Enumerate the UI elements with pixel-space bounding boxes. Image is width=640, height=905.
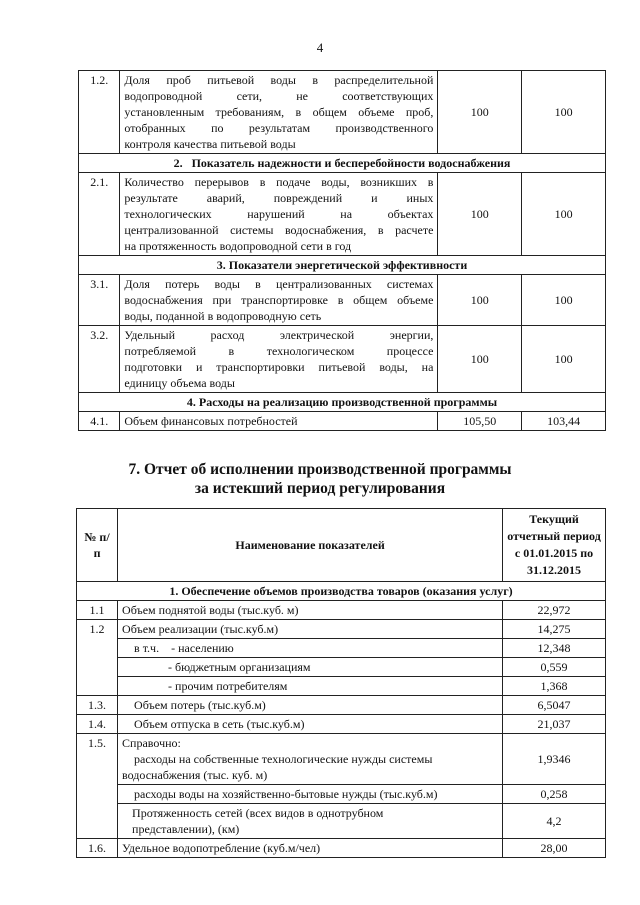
row-line: Доля потерь воды в централизованных системах: [124, 277, 434, 291]
row-line: водопроводной сети, не соответствующих: [124, 89, 434, 103]
row-value: 100: [522, 275, 606, 326]
row-value: 100: [438, 275, 522, 326]
table-row: [77, 696, 606, 715]
row-line: установленным требованиям, в общем объеме проб,: [124, 105, 434, 119]
row-text: - прочим потребителям: [118, 677, 503, 696]
table-row: [77, 785, 606, 804]
row-line: подготовки и транспортировки питьевой воды, на: [124, 360, 434, 374]
row-num: 1.2.: [79, 71, 120, 154]
row-line: Объем финансовых потребностей: [124, 414, 298, 428]
section-row: [79, 393, 606, 412]
row-value: 105,50: [438, 412, 522, 431]
header-num: № п/п: [77, 509, 118, 582]
section-title: 4. Расходы на реализацию производственной программы: [79, 393, 606, 412]
row-line: Протяженность сетей (всех видов в однотрубном: [132, 806, 384, 820]
row-num: 2.1.: [79, 173, 120, 256]
row-num: 1.3.: [77, 696, 118, 715]
row-text: [120, 326, 438, 393]
row-value: 21,037: [503, 715, 606, 734]
row-line: на протяженность водопроводной сети в год: [124, 239, 352, 253]
indicators-table: [78, 70, 606, 431]
header-period-line: с 01.01.2015 по: [514, 546, 594, 560]
row-text: [120, 173, 438, 256]
row-line: единицу объема воды: [124, 376, 235, 390]
row-line: отобранных по результатам производственного: [124, 121, 434, 135]
row-num: 1.4.: [77, 715, 118, 734]
row-text: [120, 275, 438, 326]
row-text: [120, 71, 438, 154]
row-num: 1.5.: [77, 734, 118, 839]
row-text: Удельное водопотребление (куб.м/чел): [118, 839, 503, 858]
row-line: воды, поданной в водопроводную сеть: [124, 309, 322, 323]
table-header-row: [77, 509, 606, 582]
section7-title-line2: за истекший период регулирования: [194, 480, 446, 497]
row-label: Справочно:: [122, 736, 181, 750]
section-row: [79, 256, 606, 275]
row-num: 3.2.: [79, 326, 120, 393]
row-line: водоснабжения при транспортировке в общем объеме: [124, 293, 434, 307]
row-line: Количество перерывов в подаче воды, возникших в: [124, 175, 434, 189]
row-line: Удельный расход электрической энергии,: [124, 328, 434, 342]
row-num: 1.2: [77, 620, 118, 696]
table-row: [77, 620, 606, 639]
section-title: 2. Показатель надежности и бесперебойности водоснабжения: [79, 154, 606, 173]
table-row: [79, 173, 606, 256]
row-line: контроля качества питьевой воды: [124, 137, 296, 151]
row-value: 1,368: [503, 677, 606, 696]
page-number: 4: [316, 40, 324, 55]
row-value: 28,00: [503, 839, 606, 858]
row-line: представлении), (км): [132, 822, 240, 836]
table-row: [77, 658, 606, 677]
row-text: [120, 412, 438, 431]
row-value: 100: [438, 71, 522, 154]
row-text: [118, 804, 503, 839]
table-row: [79, 71, 606, 154]
row-line: расходы на собственные технологические нужды системы: [134, 752, 433, 766]
report-table: [76, 508, 606, 858]
row-num: 1.6.: [77, 839, 118, 858]
header-period-line: 31.12.2015: [527, 563, 582, 577]
table-row: [77, 734, 606, 785]
header-name: Наименование показателей: [118, 509, 503, 582]
row-text: Объем поднятой воды (тыс.куб. м): [118, 601, 503, 620]
header-period-line: Текущий: [529, 512, 579, 526]
row-text: расходы воды на хозяйственно-бытовые нужды (тыс.куб.м): [118, 785, 503, 804]
row-value: 6,5047: [503, 696, 606, 715]
row-num: 3.1.: [79, 275, 120, 326]
header-period-line: отчетный период: [507, 529, 601, 543]
row-num: 1.1: [77, 601, 118, 620]
row-text: [118, 734, 503, 785]
row-line: технологических нарушений на объектах: [124, 207, 434, 221]
table-row: [77, 839, 606, 858]
table-row: [77, 804, 606, 839]
row-value: 0,258: [503, 785, 606, 804]
section-title: 1. Обеспечение объемов производства товаров (оказания услуг): [77, 582, 606, 601]
row-value: 14,275: [503, 620, 606, 639]
row-line: централизованной системы водоснабжения, в расчете: [124, 223, 434, 237]
table-row: [79, 412, 606, 431]
section-title: 3. Показатели энергетической эффективности: [79, 256, 606, 275]
row-line: водоснабжения (тыс. куб. м): [122, 768, 268, 782]
header-period: [503, 509, 606, 582]
row-value: 100: [522, 173, 606, 256]
row-line: результате аварий, повреждений и иных: [124, 191, 434, 205]
section-row: [79, 154, 606, 173]
row-value: 4,2: [503, 804, 606, 839]
table-row: [77, 639, 606, 658]
row-value: 100: [522, 326, 606, 393]
row-value: 103,44: [522, 412, 606, 431]
section7-title-line1: 7. Отчет об исполнении производственной программы: [128, 461, 512, 478]
row-value: 0,559: [503, 658, 606, 677]
row-value: 100: [438, 326, 522, 393]
row-value: 1,9346: [503, 734, 606, 785]
table-row: [77, 601, 606, 620]
row-num: 4.1.: [79, 412, 120, 431]
section-row: [77, 582, 606, 601]
row-value: 22,972: [503, 601, 606, 620]
row-line: потребляемой в технологическом процессе: [124, 344, 434, 358]
row-value: 12,348: [503, 639, 606, 658]
table-row: [77, 715, 606, 734]
row-text: Объем реализации (тыс.куб.м): [118, 620, 503, 639]
row-text: - бюджетным организациям: [118, 658, 503, 677]
row-value: 100: [438, 173, 522, 256]
row-text: в т.ч. - населению: [118, 639, 503, 658]
row-text: Объем отпуска в сеть (тыс.куб.м): [118, 715, 503, 734]
table-row: [77, 677, 606, 696]
row-line: Доля проб питьевой воды в распределительной: [124, 73, 434, 87]
table-row: [79, 326, 606, 393]
row-text: Объем потерь (тыс.куб.м): [118, 696, 503, 715]
table-row: [79, 275, 606, 326]
row-value: 100: [522, 71, 606, 154]
